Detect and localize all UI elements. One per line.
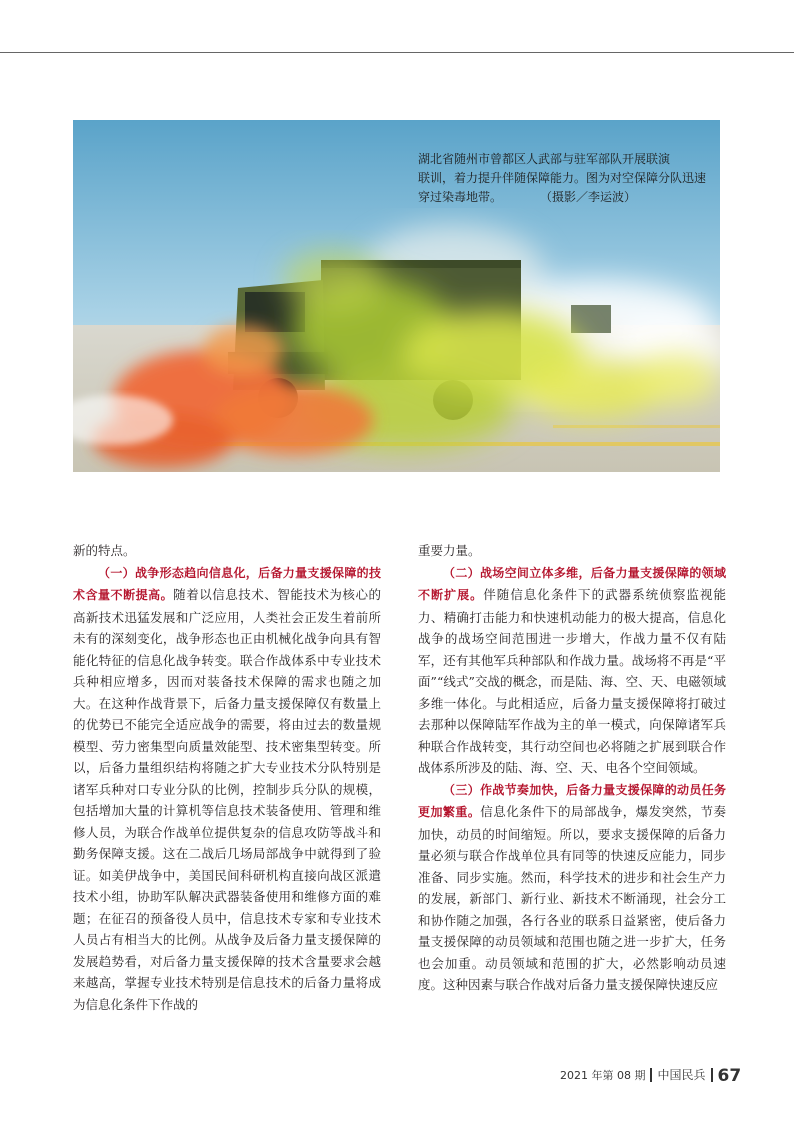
caption-line-2: 联训，着力提升伴随保障能力。图为对空保障分队迅速: [418, 171, 707, 185]
magazine-name: 中国民兵: [657, 1068, 706, 1082]
caption-line-3: [418, 188, 718, 207]
section-two-paragraph: [418, 562, 726, 779]
section-two-body: 伴随信息化条件下的武器系统侦察监视能力、精确打击能力和快速机动能力的极大提高，信息化战争的战场空间范围进一步增大，作战力量不仅有陆军，还有其他军兵种部队和作战力量。战场将不再是“平面”“线式”交战的概念，而是陆、海、空、天、电磁领域多维一体化。与此相适应，后备力量支援保障将打破过去那种以保障陆军作战为主的单一模式，向保障诸军兵种联合作战转变，其行动空间也必将随之扩展到联合作战体系所涉及的陆、海、空、天、电各个空间领域。: [418, 587, 726, 775]
section-three-body: 信息化条件下的局部战争，爆发突然，节奏加快，动员的时间缩短。所以，要求支援保障的后备力量必须与联合作战单位具有同等的快速反应能力，同步准备、同步实施。然而，科学技术的进步和社会生产力的发展，新部门、新行业、新技术不断涌现，社会分工和协作随之加强，各行各业的联系日益紧密，使后备力量支援保障的动员领域和范围也随之进一步扩大，任务也会加重。动员领域和范围的扩大，必然影响动员速度。这种因素与联合作战对后备力量支援保障快速反应: [418, 804, 726, 992]
photo-caption: [418, 150, 718, 207]
section-three-heading: （三）作战节奏加快，后备力量支援保障的动员任务更加繁重。: [418, 782, 726, 819]
photo-credit: （摄影／李运波）: [546, 190, 637, 204]
right-column: [418, 540, 726, 996]
page-footer: [560, 1066, 741, 1086]
caption-line-1: 湖北省随州市曾都区人武部与驻军部队开展联演: [418, 152, 671, 166]
issue-label: 2021 年第 08 期: [560, 1069, 646, 1082]
section-three-paragraph: [418, 779, 726, 996]
section-two-heading: （二）战场空间立体多维，后备力量支援保障的领域不断扩展。: [418, 565, 726, 602]
section-one-body: 随着以信息技术、智能技术为核心的高新技术迅猛发展和广泛应用，人类社会正发生着前所未有的深刻变化，战争形态也正由机械化战争向具有智能化特征的信息化战争转变。联合作战体系中专业技术兵种相应增多，因而对装备技术保障的需求也随之加大。在这种作战背景下，后备力量支援保障仅有数量上的优势已不能完全适应战争的需要，将由过去的数量规模型、劳力密集型向质量效能型、技术密集型转变。所以，后备力量组织结构将随之扩大专业技术分队特别是诸军兵种对口专业分队的比例，控制步兵分队的规模，包括增加大量的计算机等信息技术装备使用、管理和维修人员，为联合作战单位提供复杂的信息攻防等战斗和勤务保障支援。这在二战后几场局部战争中就得到了验证。如美伊战争中，美国民间科研机构直接向战区派遣技术小组，协助军队解决武器装备使用和维修方面的难题；在征召的预备役人员中，信息技术专家和专业技术人员占有相当大的比例。从战争及后备力量支援保障的发展趋势看，对后备力量支援保障的技术含量要求会越来越高，掌握专业技术特别是信息技术的后备力量将成为信息化条件下作战的: [73, 587, 381, 1012]
page-number: 67: [717, 1066, 742, 1086]
left-column: [73, 540, 381, 1015]
top-divider: [0, 52, 794, 53]
paragraph-continuation-right: 重要力量。: [418, 543, 481, 558]
section-one-heading: （一）战争形态趋向信息化，后备力量支援保障的技术含量不断提高。: [73, 565, 381, 602]
footer-divider: [650, 1068, 652, 1082]
section-one-paragraph: [73, 562, 381, 1016]
paragraph-continuation: 新的特点。: [73, 543, 136, 558]
caption-text: 穿过染毒地带。: [418, 190, 503, 204]
footer-divider: [711, 1068, 713, 1082]
